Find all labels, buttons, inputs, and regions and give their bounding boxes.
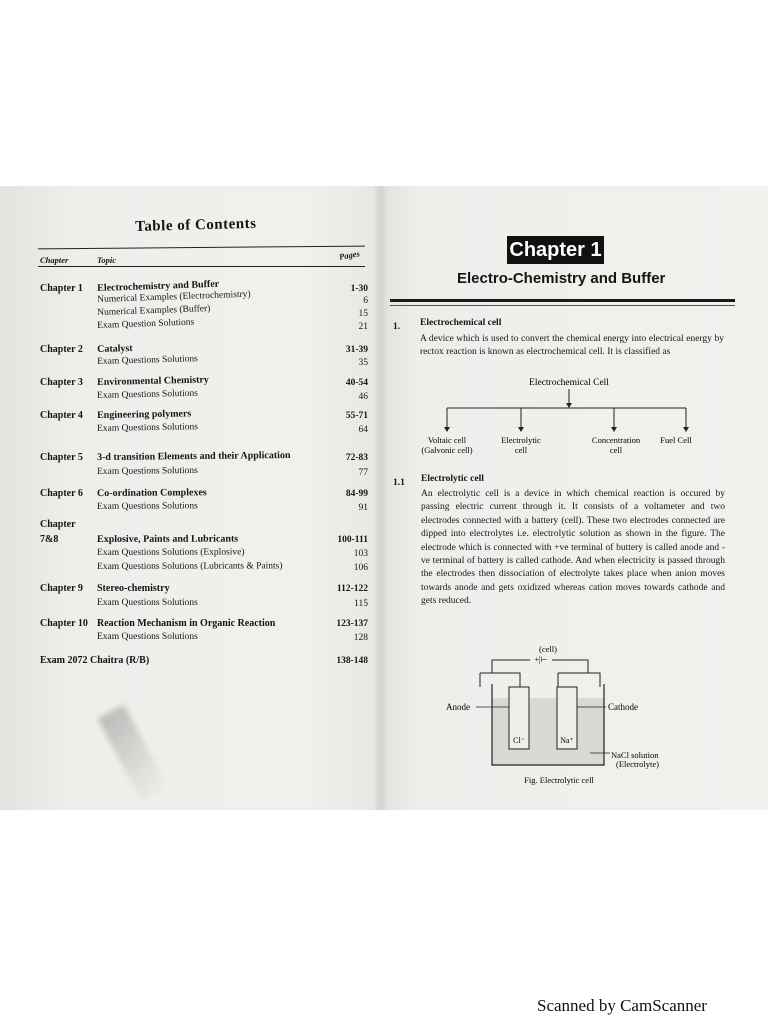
toc-subtopic: Exam Questions Solutions <box>97 388 199 401</box>
battery-label: (cell) <box>539 644 557 654</box>
toc-chapter-topic: Environmental Chemistry <box>97 374 209 388</box>
camscanner-watermark: Scanned by CamScanner <box>537 996 707 1015</box>
toc-header-chapter: Chapter <box>40 255 69 265</box>
toc-chapter-label: Chapter 9 <box>40 583 83 594</box>
toc-chapter-topic: Reaction Mechanism in Organic Reaction <box>97 618 276 629</box>
toc-chapter-topic: 3-d transition Elements and their Application <box>97 449 291 463</box>
tree-leaf-label: Concentration <box>591 435 641 445</box>
toc-page-range: 138-148 <box>336 656 368 666</box>
toc-subtopic: Exam Questions Solutions <box>97 632 198 642</box>
toc-page-range: 40-54 <box>345 378 368 388</box>
anion-label: Cl⁻ <box>513 736 525 745</box>
toc-chapter-label: Chapter 10 <box>40 618 88 629</box>
toc-page-range: 123-137 <box>336 619 368 629</box>
toc-subtopic: Exam Questions Solutions (Lubricants & Paints) <box>97 561 283 572</box>
battery-icon: +|⊢ <box>534 655 548 664</box>
solution-note: (Electrolyte) <box>616 759 659 769</box>
tree-leaf-label: Electrolytic <box>501 435 541 445</box>
toc-header-rule <box>38 266 365 267</box>
subsection-number: 1.1 <box>393 478 405 488</box>
toc-page-range: 128 <box>353 633 368 643</box>
chapter-rule-thin <box>390 305 735 306</box>
classification-tree <box>380 372 768 464</box>
electrolytic-cell-figure <box>380 640 768 790</box>
toc-subtopic: Exam Questions Solutions <box>97 354 199 367</box>
figure-caption: Fig. Electrolytic cell <box>524 775 594 785</box>
subsection-title: Electrolytic cell <box>421 474 484 484</box>
toc-chapter-topic: Catalyst <box>97 343 133 355</box>
toc-page-range: 72-83 <box>345 453 368 463</box>
toc-chapter-label: Exam 2072 Chaitra (R/B) <box>40 655 150 666</box>
tree-leaf-sublabel: cell <box>609 445 623 455</box>
toc-chapter-label: Chapter 3 <box>40 377 83 388</box>
toc-subtopic: Exam Questions Solutions (Explosive) <box>97 547 245 558</box>
toc-page-range: 6 <box>363 296 368 306</box>
toc-header-topic: Topic <box>97 255 117 265</box>
toc-page-range: 31-39 <box>345 345 368 355</box>
toc-chapter-label: Chapter 2 <box>40 344 83 355</box>
toc-title: Table of Contents <box>135 215 257 235</box>
toc-chapter-topic: Electrochemistry and Buffer <box>97 278 220 294</box>
chapter-rule-thick <box>390 299 735 302</box>
toc-chapter-label: Chapter 6 <box>40 488 83 499</box>
toc-page-range: 115 <box>354 599 368 609</box>
toc-chapter-label: Chapter 1 <box>40 283 83 294</box>
toc-chapter-label: Chapter 5 <box>40 452 83 463</box>
toc-subtopic: Exam Questions Solutions <box>97 501 198 512</box>
toc-page-range: 91 <box>358 503 368 513</box>
tree-leaf-sublabel: (Galvonic cell) <box>421 445 473 455</box>
toc-page-range: 112-122 <box>336 584 368 594</box>
toc-chapter-topic: Explosive, Paints and Lubricants <box>97 533 239 545</box>
toc-chapter-topic: Engineering polymers <box>97 408 192 421</box>
toc-header-pages: Pages <box>338 248 361 262</box>
tree-leaf-label: Voltaic cell <box>427 435 467 445</box>
tree-root: Electrochemical Cell <box>529 378 609 388</box>
toc-page-range: 35 <box>358 358 368 368</box>
toc-page-range: 100-111 <box>337 535 368 545</box>
toc-chapter-label: Chapter <box>40 519 76 530</box>
chapter-title: Electro-Chemistry and Buffer <box>457 270 666 287</box>
toc-chapter-label: Chapter 4 <box>40 410 83 421</box>
toc-page-range: 1-30 <box>350 284 368 294</box>
subsection-paragraph: An electrolytic cell is a device in which chemical reaction is occured by passing electric current through it. It consists of a voltameter and two electrodes connected with a battery (cell). These two electrodes connected are dipped into electrolytes i.e. electrolytic solution as shown in the figure. The electrode which is connected with +ve terminal of buttery is called anode and -ve terminal of battery is called cathode. And when electricity is passed through the electrodes then dissociation of electrolyte takes place when anion moves towards anode and gets oxidized whereas cation moves towards cathode and gets reduced. <box>421 489 725 607</box>
toc-subtopic: Exam Question Solutions <box>97 317 195 331</box>
toc-page-range: 15 <box>358 309 368 319</box>
toc-page-range: 106 <box>353 563 368 573</box>
toc-page-range: 64 <box>358 425 368 435</box>
section-paragraph: A device which is used to convert the chemical energy into electrical energy by rectox reaction is known as electrochemical cell. It is classified as <box>420 334 724 358</box>
cation-label: Na⁺ <box>560 736 574 745</box>
toc-chapter-label: 7&8 <box>40 534 59 545</box>
section-number: 1. <box>393 322 401 332</box>
toc-page-range: 77 <box>358 468 368 478</box>
cathode-label: Cathode <box>608 702 638 712</box>
toc-chapter-topic: Co-ordination Complexes <box>97 487 207 499</box>
toc-page-range: 84-99 <box>345 489 368 499</box>
toc-page-range: 21 <box>358 322 368 332</box>
toc-subtopic: Exam Questions Solutions <box>97 598 198 608</box>
toc-chapter-topic: Stereo-chemistry <box>97 583 170 594</box>
toc-page-range: 103 <box>353 549 368 559</box>
anode-label: Anode <box>446 702 470 712</box>
toc-subtopic: Numerical Examples (Electrochemistry) <box>97 289 251 305</box>
toc-subtopic: Numerical Examples (Buffer) <box>97 304 211 318</box>
section-title: Electrochemical cell <box>420 318 502 328</box>
tree-leaf-sublabel: cell <box>514 445 528 455</box>
tree-leaf-label: Fuel Cell <box>660 435 692 445</box>
toc-page-range: 46 <box>358 392 368 402</box>
toc-subtopic: Exam Questions Solutions <box>97 422 198 434</box>
chapter-badge: Chapter 1 <box>507 236 604 264</box>
solution-label: NaCl solution <box>611 750 659 760</box>
toc-page-range: 55-71 <box>345 411 368 421</box>
toc-subtopic: Exam Questions Solutions <box>97 465 198 477</box>
